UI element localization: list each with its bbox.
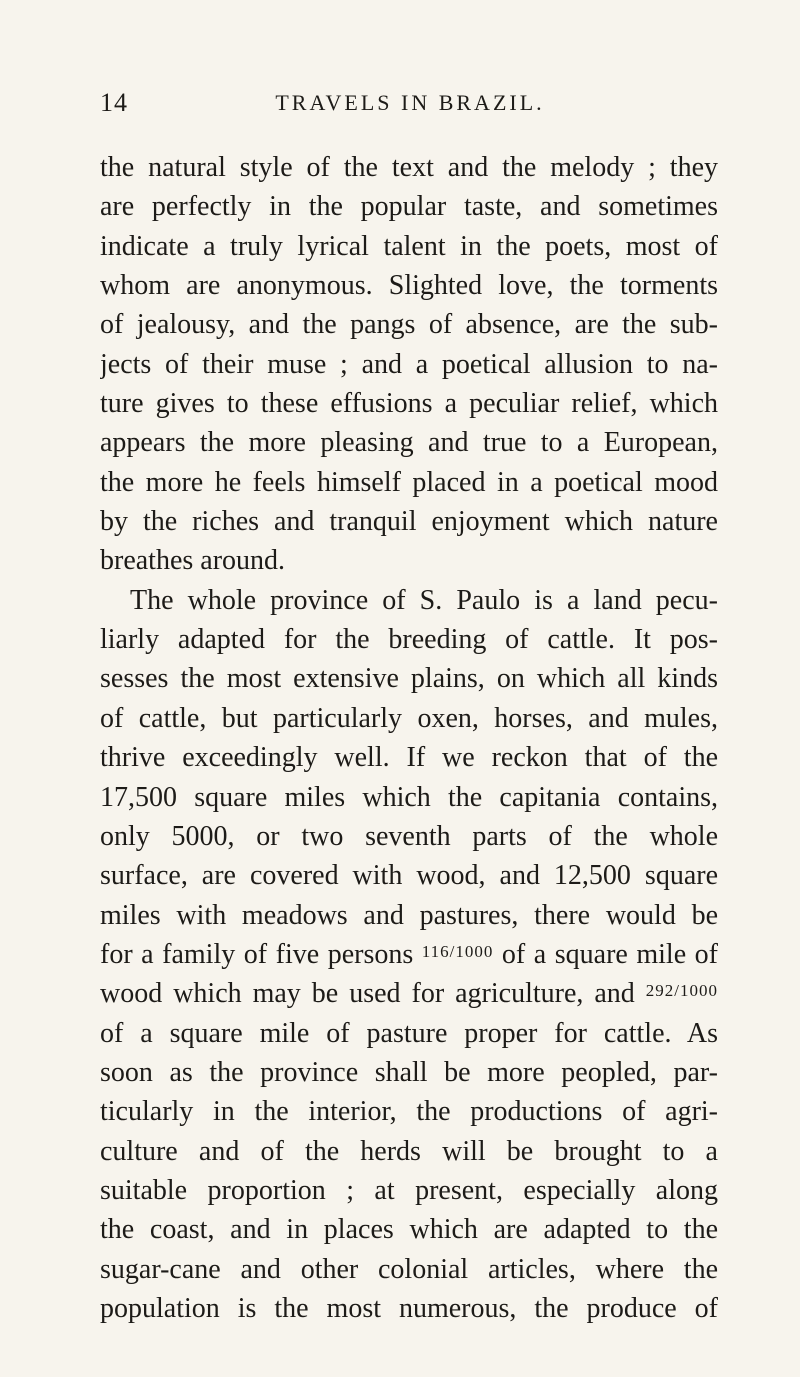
text-line: surface, are covered with wood, and 12,500 square	[100, 860, 718, 892]
text-segment: for a family of five persons	[100, 938, 422, 970]
text-line: suitable proportion ; at present, especially along	[100, 1174, 718, 1206]
fraction: 116/1000	[421, 941, 494, 961]
running-title: TRAVELS IN BRAZIL.	[275, 90, 545, 115]
text-line: population is the most numerous, the produce of	[100, 1292, 718, 1324]
text-line: the more he feels himself placed in a poetical mood	[100, 466, 718, 498]
body-text	[100, 148, 718, 1328]
text-line: sugar-cane and other colonial articles, where the	[100, 1253, 718, 1285]
text-line: 17,500 square miles which the capitania contains,	[100, 781, 718, 813]
text-segment: of a square mile of	[493, 938, 718, 970]
text-line: indicate a truly lyrical talent in the poets, most of	[100, 230, 718, 262]
text-line: of cattle, but particularly oxen, horses, and mules,	[100, 702, 718, 734]
text-line: soon as the province shall be more peopled, par-	[100, 1056, 718, 1088]
text-line: sesses the most extensive plains, on which all kinds	[100, 663, 718, 695]
text-line: ticularly in the interior, the productions of agri-	[100, 1096, 718, 1128]
text-line: of a square mile of pasture proper for cattle. As	[100, 1017, 718, 1049]
text-line-with-fraction	[100, 935, 718, 974]
text-line: whom are anonymous. Slighted love, the torments	[100, 270, 718, 302]
text-line: only 5000, or two seventh parts of the whole	[100, 820, 718, 852]
text-line: of jealousy, and the pangs of absence, are the sub-	[100, 309, 718, 341]
text-line: the natural style of the text and the melody ; they	[100, 152, 718, 183]
page-number: 14	[100, 88, 128, 117]
text-line: culture and of the herds will be brought to a	[100, 1135, 718, 1167]
text-line: are perfectly in the popular taste, and sometimes	[100, 191, 718, 223]
text-line: liarly adapted for the breeding of cattle. It pos-	[100, 624, 718, 656]
text-line-with-fraction	[100, 974, 718, 1013]
text-line: the coast, and in places which are adapted to the	[100, 1214, 718, 1246]
page-header	[100, 88, 720, 128]
text-line: by the riches and tranquil enjoyment which nature	[100, 506, 718, 538]
text-line: appears the more pleasing and true to a European,	[100, 427, 718, 459]
text-line: jects of their muse ; and a poetical allusion to na-	[100, 348, 718, 380]
text-line: miles with meadows and pastures, there would be	[100, 899, 718, 931]
fraction: 292/1000	[645, 981, 718, 1001]
text-line: breathes around.	[100, 545, 286, 577]
text-segment: wood which may be used for agriculture, and	[100, 978, 646, 1010]
text-line: thrive exceedingly well. If we reckon that of the	[100, 742, 718, 774]
text-line: The whole province of S. Paulo is a land pecu-	[130, 584, 718, 616]
text-line: ture gives to these effusions a peculiar relief, which	[100, 388, 718, 420]
